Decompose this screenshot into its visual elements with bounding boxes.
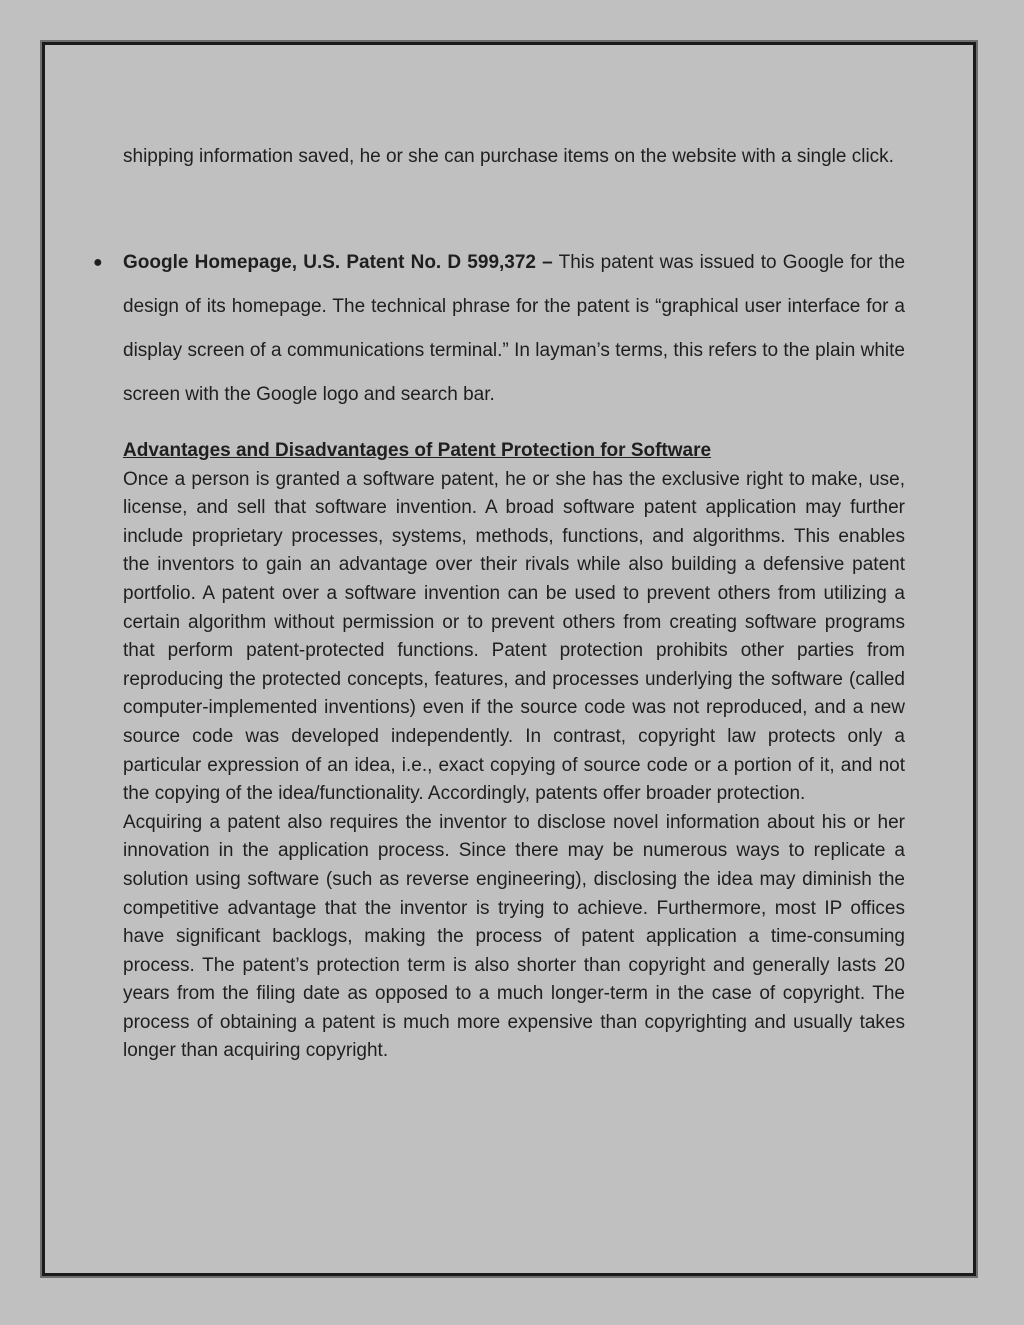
bullet-text: This patent was issued to Google for the design of its homepage. The technical phrase for the patent is “graphical user interface for a display screen of a communications terminal.” In layman’s terms, this refers to the plain white screen with the Google logo and search bar. xyxy=(123,252,906,405)
bullet-icon: ● xyxy=(93,254,103,271)
section-heading: Advantages and Disadvantages of Patent Protection for Software xyxy=(123,440,712,461)
bullet-paragraph xyxy=(123,241,905,417)
section-block xyxy=(123,437,905,1066)
intro-paragraph: shipping information saved, he or she can purchase items on the website with a single click. xyxy=(123,146,894,167)
intro-block xyxy=(123,135,905,179)
section-paragraph-2: Acquiring a patent also requires the inventor to disclose novel information about his or her innovation in the application process. Since there may be numerous ways to replicate a solution using software (such as reverse engineering), disclosing the idea may diminish the competitive advantage that the inventor is trying to achieve. Furthermore, most IP offices have significant backlogs, making the process of patent application a time-consuming process. The patent’s protection term is also shorter than copyright and generally lasts 20 years from the filing date as opposed to a much longer-term in the case of copyright. The process of obtaining a patent is much more expensive than copyrighting and usually takes longer than acquiring copyright. xyxy=(123,811,905,1062)
bullet-title: Google Homepage, U.S. Patent No. D 599,372 – xyxy=(123,252,553,273)
bullet-item xyxy=(93,241,906,417)
document-page xyxy=(42,42,976,1276)
section-paragraph-1: Once a person is granted a software patent, he or she has the exclusive right to make, use, license, and sell that software invention. A broad software patent application may further include proprietary processes, systems, methods, functions, and algorithms. This enables the inventors to gain an advantage over their rivals while also building a defensive patent portfolio. A patent over a software invention can be used to prevent others from utilizing a certain algorithm without permission or to prevent others from creating software programs that perform patent-protected functions. Patent protection prohibits other parties from reproducing the protected concepts, features, and processes underlying the software (called computer-implemented inventions) even if the source code was not reproduced, and a new source code was developed independently. In contrast, copyright law protects only a particular expression of an idea, i.e., exact copying of source code or a portion of it, and not the copying of the idea/functionality. Accordingly, patents offer broader protection. xyxy=(123,468,905,805)
